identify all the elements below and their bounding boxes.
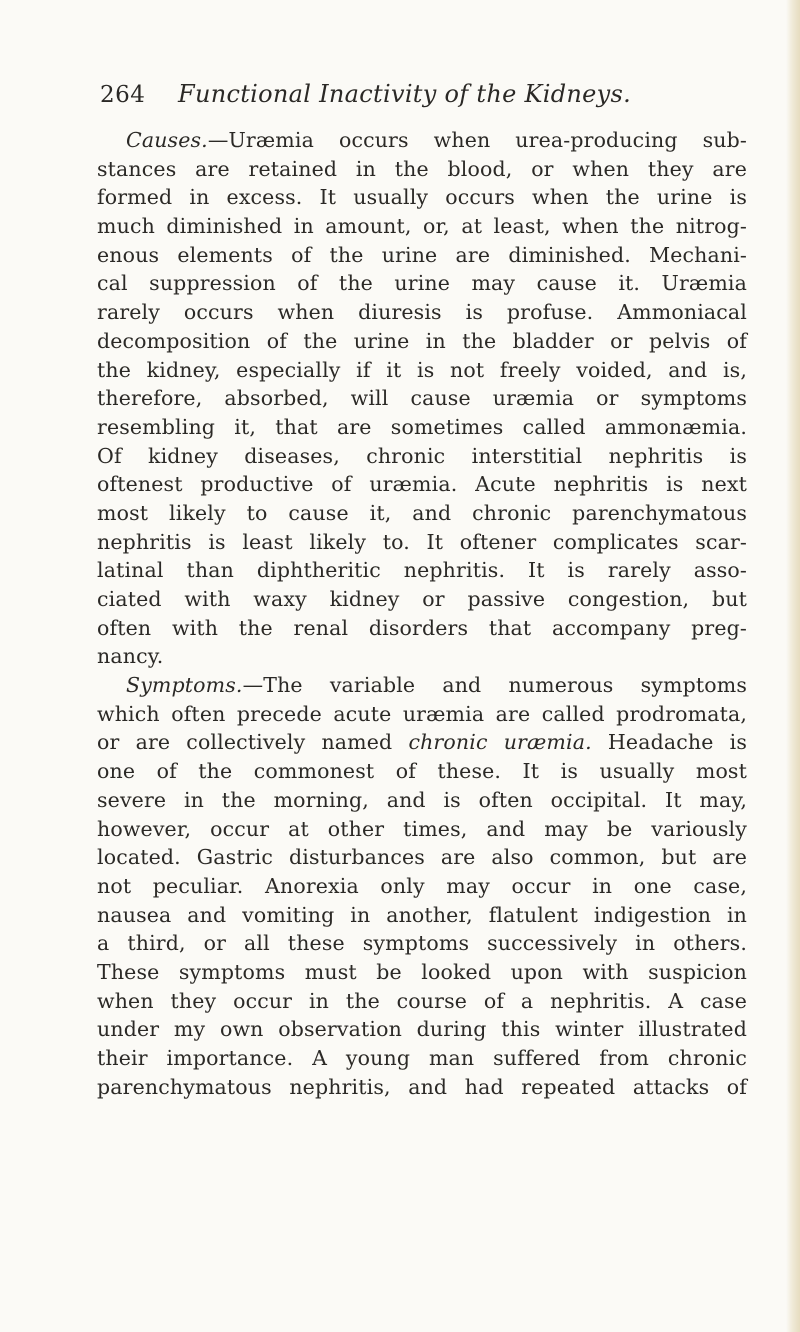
text-run: formed in excess. It usually occurs when the urine is [97,185,747,210]
text-line [97,327,747,356]
text-run: much diminished in amount, or, at least, when the nitrog- [97,214,747,239]
text-line [97,269,747,298]
text-line [97,556,747,585]
text-run: located. Gastric disturbances are also common, but are [97,845,747,870]
text-run: enous elements of the urine are diminished. Mechani- [97,242,747,267]
text-run: when they occur in the course of a nephritis. A case [97,988,747,1013]
text-line [97,929,747,958]
text-run: Headache is [591,730,747,755]
text-run: nancy. [97,644,164,669]
text-line [97,987,747,1016]
text-run: the kidney, especially if it is not freely voided, and is, [97,357,747,382]
page-edge-shadow [786,0,800,1332]
page-number: 264 [100,82,146,108]
text-line [97,614,747,643]
italic-text-run: Symptoms. [126,673,243,698]
text-run: a third, or all these symptoms successively in others. [97,931,747,956]
text-run: rarely occurs when diuresis is profuse. Ammoniacal [97,300,747,325]
text-run: stances are retained in the blood, or when they are [97,156,747,181]
text-line [97,815,747,844]
text-run: often with the renal disorders that accompany preg- [97,615,747,640]
text-line [97,642,747,671]
text-line [97,442,747,471]
text-line [97,1073,747,1102]
text-run: severe in the morning, and is often occipital. It may, [97,787,747,812]
text-run: under my own observation during this winter illustrated [97,1017,747,1042]
text-run: however, occur at other times, and may be variously [97,816,747,841]
text-run: These symptoms must be looked upon with suspicion [97,959,747,984]
italic-text-run: Causes. [126,128,208,152]
text-run: resembling it, that are sometimes called ammonæmia. [97,414,747,439]
text-line [97,1015,747,1044]
text-run: one of the commonest of these. It is usually most [97,759,747,784]
text-line [97,470,747,499]
text-line [97,241,747,270]
text-line [97,384,747,413]
text-run: their importance. A young man suffered from chronic [97,1046,747,1070]
text-line [97,1044,747,1073]
text-run: nephritis is least likely to. It oftener complicates scar- [97,529,747,554]
text-run: decomposition of the urine in the bladder or pelvis of [97,328,747,353]
text-run: latinal than diphtheritic nephritis. It is rarely asso- [97,558,747,583]
running-title: Functional Inactivity of the Kidneys. [178,80,632,108]
text-line [97,585,747,614]
text-line [97,298,747,327]
text-line [97,872,747,901]
text-run: not peculiar. Anorexia only may occur in one case, [97,873,747,898]
text-line [97,413,747,442]
text-line [97,155,747,184]
text-run: Of kidney diseases, chronic interstitial nephritis is [97,443,747,468]
text-run: cal suppression of the urine may cause it. Uræmia [97,271,747,296]
text-line [97,757,747,786]
italic-text-run: chronic uræmia. [408,730,592,755]
text-run: parenchymatous nephritis, and had repeated attacks of [97,1074,747,1099]
text-run: nausea and vomiting in another, flatulent indigestion in [97,902,747,927]
text-run: or are collectively named [97,730,409,755]
text-line [97,843,747,872]
text-run: —Uræmia occurs when urea-producing sub- [207,128,747,152]
body-text [97,126,747,1101]
text-run: —The variable and numerous symptoms [242,673,747,698]
text-line [97,356,747,385]
text-line [97,958,747,987]
text-run: oftenest productive of uræmia. Acute nephritis is next [97,472,747,497]
text-line [97,901,747,930]
text-run: therefore, absorbed, will cause uræmia or symptoms [97,386,747,411]
text-line [97,671,747,700]
text-line [97,728,747,757]
text-run: ciated with waxy kidney or passive congestion, but [97,587,747,611]
text-run: which often precede acute uræmia are called prodromata, [97,701,747,726]
text-line [97,700,747,729]
text-line [97,786,747,815]
text-line [97,126,747,155]
text-line [97,499,747,528]
text-line [97,183,747,212]
text-line [97,528,747,557]
text-run: most likely to cause it, and chronic parenchymatous [97,500,747,525]
running-head [100,80,740,120]
text-line [97,212,747,241]
